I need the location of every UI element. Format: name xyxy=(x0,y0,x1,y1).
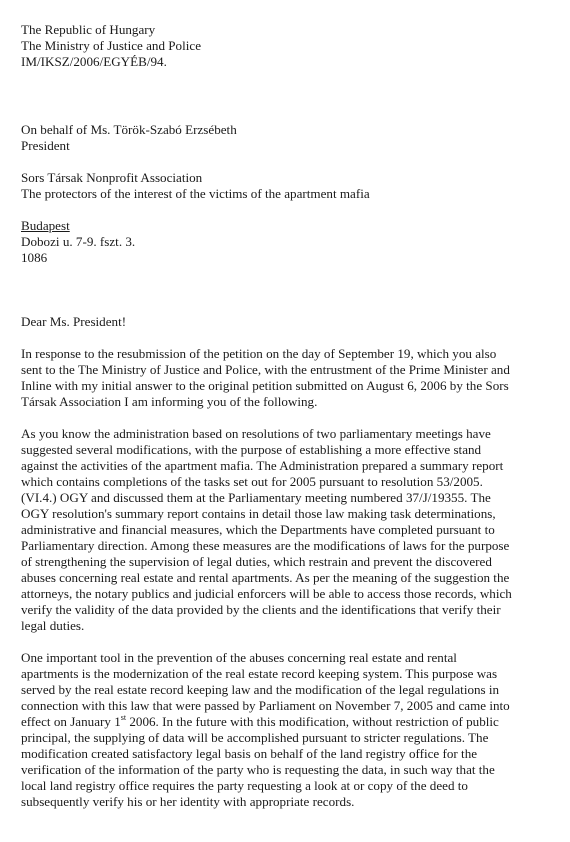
paragraph-line: OGY resolution's summary report contains in detail those law making task determinations, xyxy=(21,506,496,521)
paragraph-line: served by the real estate record keeping law and the modification of the legal regulations in xyxy=(21,682,500,697)
paragraph-line: abuses concerning real estate and rental apartments. As per the meaning of the suggestion the xyxy=(21,570,510,585)
paragraph-line: legal duties. xyxy=(21,618,85,633)
address-street: Dobozi u. 7-9. fszt. 3. xyxy=(21,234,136,249)
paragraph-line: In response to the resubmission of the petition on the day of September 19, which you also xyxy=(21,346,497,361)
paragraph-line: subsequently verify his or her identity with appropriate records. xyxy=(21,794,355,809)
paragraph-line: which contains completions of the tasks set out for 2005 pursuant to resolution 53/2005. xyxy=(21,474,483,489)
recipient-name: On behalf of Ms. Török-Szabó Erzsébeth xyxy=(21,122,237,137)
association-description: The protectors of the interest of the victims of the apartment mafia xyxy=(21,186,370,201)
paragraph-line: against the activities of the apartment mafia. The Administration prepared a summary report xyxy=(21,458,504,473)
paragraph-3 xyxy=(21,650,556,810)
paragraph-line: Inline with my initial answer to the original petition submitted on August 6, 2006 by the Sors xyxy=(21,378,509,393)
paragraph-line: verification of the information of the party who is requesting the data, in such way that the xyxy=(21,762,495,777)
reference-number: IM/IKSZ/2006/EGYÉB/94. xyxy=(21,54,167,69)
paragraph-line: attorneys, the notary publics and judicial enforcers will be able to access those records, which xyxy=(21,586,512,601)
recipient-title: President xyxy=(21,138,70,153)
paragraph-line xyxy=(21,714,556,730)
association-block xyxy=(21,170,556,202)
paragraph-line: apartments is the modernization of the real estate record keeping system. This purpose was xyxy=(21,666,498,681)
paragraph-line: of strengthening the supervision of legal duties, which restrain and prevent the discovered xyxy=(21,554,492,569)
salutation-text: Dear Ms. President! xyxy=(21,314,127,329)
date-continuation: 2006. In the future with this modification, without restriction of public xyxy=(126,714,499,729)
association-name: Sors Társak Nonprofit Association xyxy=(21,170,203,185)
paragraph-line: local land registry office requires the party requesting a look at or copy of the deed to xyxy=(21,778,468,793)
address-zip: 1086 xyxy=(21,250,48,265)
paragraph-line: Társak Association I am informing you of the following. xyxy=(21,394,318,409)
paragraph-line: sent to the The Ministry of Justice and Police, with the entrustment of the Prime Minister and xyxy=(21,362,510,377)
sender-country: The Republic of Hungary xyxy=(21,22,156,37)
recipient-block xyxy=(21,122,556,154)
paragraph-line: verify the validity of the data provided by the clients and the identifications that verify their xyxy=(21,602,501,617)
paragraph-line: administrative and financial measures, which the Departments have completed pursuant to xyxy=(21,522,495,537)
paragraph-line: (VI.4.) OGY and discussed them at the Parliamentary meeting numbered 37/J/19355. The xyxy=(21,490,491,505)
date-text: effect on January 1 xyxy=(21,714,121,729)
salutation xyxy=(21,314,556,330)
paragraph-1 xyxy=(21,346,556,410)
ordinal-suffix: st xyxy=(120,712,127,722)
sender-header xyxy=(21,22,556,70)
paragraph-line: As you know the administration based on resolutions of two parliamentary meetings have xyxy=(21,426,491,441)
address-block xyxy=(21,218,556,266)
paragraph-line: One important tool in the prevention of the abuses concerning real estate and rental xyxy=(21,650,457,665)
paragraph-line: Parliamentary direction. Among these measures are the modifications of laws for the purpose xyxy=(21,538,510,553)
paragraph-line: suggested several modifications, with the purpose of establishing a more effective stand xyxy=(21,442,482,457)
paragraph-line: connection with this law that were passed by Parliament on November 7, 2005 and came into xyxy=(21,698,510,713)
paragraph-line: principal, the supplying of data will be accomplished pursuant to stricter regulations. The xyxy=(21,730,489,745)
sender-ministry: The Ministry of Justice and Police xyxy=(21,38,202,53)
address-city: Budapest xyxy=(21,218,70,233)
letter-page xyxy=(21,22,556,810)
paragraph-2 xyxy=(21,426,556,634)
paragraph-line: modification created satisfactory legal basis on behalf of the land registry office for the xyxy=(21,746,478,761)
